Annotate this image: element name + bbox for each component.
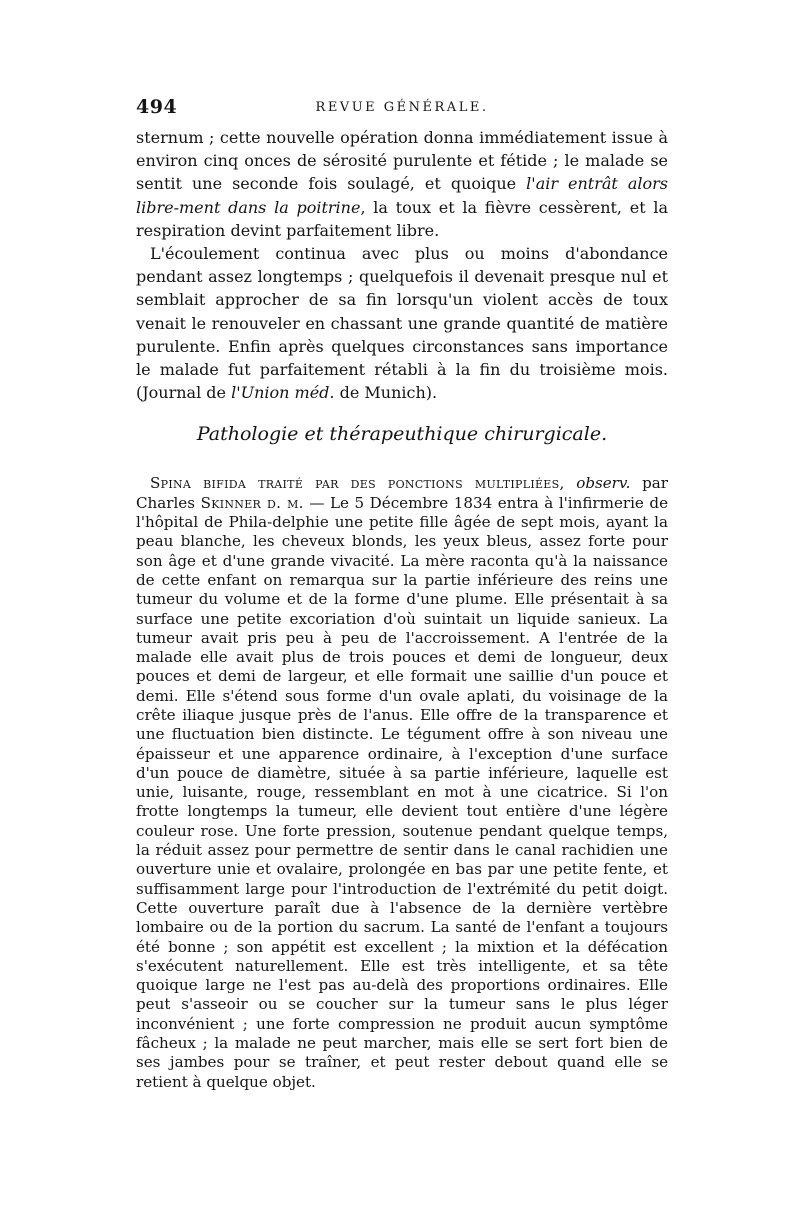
italic-observ: observ. (576, 474, 631, 493)
article-spina-bifida (136, 474, 668, 1092)
page-header (136, 96, 668, 126)
running-title: REVUE GÉNÉRALE. (315, 100, 489, 115)
text-segment: , la toux et la fièvre cessèrent, et la respiration devint parfaitement libre. (136, 197, 669, 240)
text-segment (565, 474, 577, 492)
journal-name: l'Union méd. (231, 383, 335, 403)
article-paragraph (136, 474, 668, 1092)
italic-phrase: l'air entrât alors libre-ment dans la poitrine (136, 174, 669, 217)
paragraph-ecoulement (136, 242, 668, 404)
paragraph-continuation (136, 126, 668, 242)
text-segment: sternum ; cette nouvelle opération donna immédiatement issue à environ cinq onces de sérosité purulente et fétide ; le malade se sentit une seconde fois soulagé, et quoique (136, 128, 668, 194)
text-segment: par Charles (136, 474, 668, 512)
section-title: Pathologie et thérapeuthique chirurgicale. (196, 423, 608, 446)
article-body: — Le 5 Décembre 1834 entra à l'infirmerie de l'hôpital de Phila-delphie une petite fille âgée de sept mois, ayant la peau blanche, les cheveux blonds, les yeux bleus, assez forte pour son âge et d'une grande vivacité. La mère raconta qu'à la naissance de cette enfant on remarqua sur la partie inférieure des reins une tumeur du volume et de la forme d'une plume. Elle présentait à sa surface une petite excoriation d'où suintait un liquide sanieux. La tumeur avait pris peu à peu de l'accroissement. A l'entrée de la malade elle avait plus de trois pouces et demi de longueur, deux pouces et demi de largeur, et elle formait une saillie d'un pouce et demi. Elle s'étend sous forme d'un ovale aplati, du voisinage de la crête iliaque jusque près de l'anus. Elle offre de la transparence et une fluctuation bien distincte. Le tégument offre à son niveau une épaisseur et une apparence ordinaire, à l'exception d'une surface d'un pouce de diamètre, située à sa partie inférieure, laquelle est unie, luisante, rouge, ressemblant en mot à une cicatrice. Si l'on frotte longtemps la tumeur, elle devient tout entière d'une légère couleur rose. Une forte pression, soutenue pendant quelque temps, la réduit assez pour permettre de sentir dans le canal rachidien une ouverture unie et ovalaire, prolongée en bas par une petite fente, et suffisamment large pour l'introduction de l'extrémité du petit doigt. Cette ouverture paraît due à l'absence de la dernière vertèbre lombaire ou de la portion du sacrum. La santé de l'enfant a toujours été bonne ; son appétit est excellent ; la mixtion et la défécation s'exécutent naturellement. Elle est très intelligente, et sa tête quoique large ne l'est pas au-delà des proportions ordinaires. Elle peut s'asseoir ou se coucher sur la tumeur sans le plus léger inconvénient ; une forte compression ne produit aucun symptôme fâcheux ; la malade ne peut marcher, mais elle se sert fort bien de ses jambes pour se traîner, et peut rester debout quand elle se retient à quelque objet. (136, 493, 669, 1091)
article-heading: Spina bifida traité par des ponctions multipliées, (150, 474, 565, 493)
page-number: 494 (136, 96, 178, 118)
book-page (136, 96, 668, 1092)
author-name: Skinner d. m. (200, 493, 304, 512)
continued-text (136, 126, 668, 404)
text-segment: L'écoulement continua avec plus ou moins d'abondance pendant assez longtemps ; quelquefois il devenait presque nul et semblait approcher de sa fin lorsqu'un violent accès de toux venait le renouveler en chassant une grande quantité de matière purulente. Enfin après quelques circonstances sans importance le malade fut parfaitement rétabli à la fin du troisième mois. (Journal de (136, 244, 668, 403)
text-segment: de Munich). (334, 383, 438, 403)
